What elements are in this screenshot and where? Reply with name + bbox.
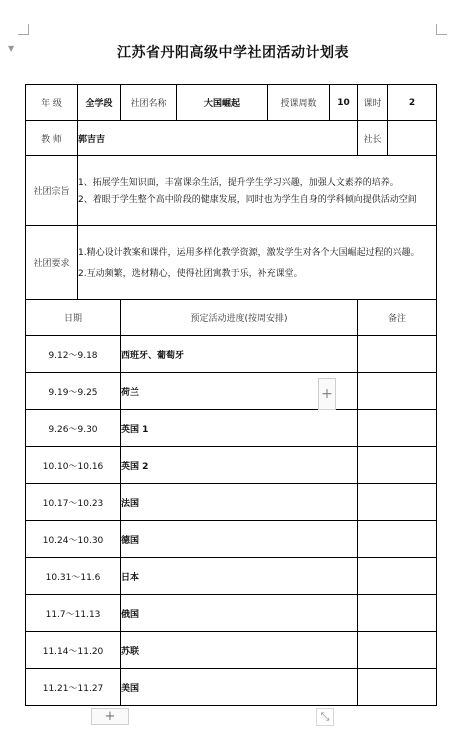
schedule-activity[interactable]: 俄国 — [121, 595, 358, 632]
plus-icon: + — [321, 386, 333, 402]
plus-icon: + — [104, 709, 116, 724]
caret-down-icon[interactable]: ▼ — [8, 44, 15, 53]
teacher-value[interactable]: 郭吉吉 — [78, 121, 358, 156]
president-value[interactable] — [388, 121, 437, 156]
purpose-row — [26, 156, 437, 226]
president-label: 社长 — [358, 121, 388, 156]
schedule-note[interactable] — [358, 632, 437, 669]
table-row — [26, 373, 437, 410]
schedule-note[interactable] — [358, 484, 437, 521]
grade-value[interactable]: 全学段 — [78, 85, 121, 121]
table-row — [26, 447, 437, 484]
schedule-note[interactable] — [358, 336, 437, 373]
add-row-button[interactable] — [91, 708, 129, 725]
schedule-header-row — [26, 300, 437, 336]
schedule-note[interactable] — [358, 410, 437, 447]
schedule-date[interactable]: 11.21～11.27 — [26, 669, 121, 706]
table-row — [26, 410, 437, 447]
insert-column-button[interactable] — [318, 378, 336, 410]
page-title: 江苏省丹阳高级中学社团活动计划表 — [117, 45, 349, 61]
schedule-activity[interactable]: 英国 1 — [121, 410, 358, 447]
requirements-line: 1.精心设计教案和课件，运用多样化教学资源，激发学生对各个大国崛起过程的兴趣。 — [78, 248, 420, 258]
schedule-activity[interactable]: 法国 — [121, 484, 358, 521]
weeks-value[interactable]: 10 — [330, 85, 358, 121]
header-row-1 — [26, 85, 437, 121]
requirements-content[interactable] — [78, 226, 437, 300]
schedule-note[interactable] — [358, 447, 437, 484]
schedule-activity[interactable]: 英国 2 — [121, 447, 358, 484]
schedule-activity[interactable]: 荷兰 — [121, 373, 358, 410]
plan-table — [25, 84, 437, 706]
purpose-line: 2、着眼于学生整个高中阶段的健康发展，同时也为学生自身的学科倾向提供活动空间 — [78, 195, 417, 205]
schedule-date[interactable]: 9.19～9.25 — [26, 373, 121, 410]
purpose-label: 社团宗旨 — [26, 156, 78, 226]
table-row — [26, 595, 437, 632]
schedule-date[interactable]: 11.7～11.13 — [26, 595, 121, 632]
schedule-date[interactable]: 10.31～11.6 — [26, 558, 121, 595]
requirements-row — [26, 226, 437, 300]
schedule-activity[interactable]: 日本 — [121, 558, 358, 595]
schedule-date[interactable]: 11.14～11.20 — [26, 632, 121, 669]
resize-handle-icon[interactable]: ⤡ — [316, 708, 334, 726]
crop-mark-top-left — [18, 24, 29, 35]
club-name-label: 社团名称 — [121, 85, 177, 121]
table-row — [26, 336, 437, 373]
schedule-date[interactable]: 10.17～10.23 — [26, 484, 121, 521]
schedule-note[interactable] — [358, 521, 437, 558]
schedule-date[interactable]: 10.24～10.30 — [26, 521, 121, 558]
schedule-date[interactable]: 9.26～9.30 — [26, 410, 121, 447]
requirements-line: 2.互动频繁，选材精心，使得社团寓教于乐，补充课堂。 — [78, 269, 303, 279]
crop-mark-top-right — [436, 24, 447, 35]
table-row — [26, 521, 437, 558]
periods-value[interactable]: 2 — [388, 85, 437, 121]
schedule-note[interactable] — [358, 558, 437, 595]
purpose-line: 1、拓展学生知识面，丰富课余生活，提升学生学习兴趣，加强人文素养的培养。 — [78, 178, 399, 188]
requirements-label: 社团要求 — [26, 226, 78, 300]
schedule-activity[interactable]: 苏联 — [121, 632, 358, 669]
schedule-note[interactable] — [358, 669, 437, 706]
weeks-label: 授课周数 — [268, 85, 330, 121]
schedule-note[interactable] — [358, 373, 437, 410]
purpose-content[interactable] — [78, 156, 437, 226]
date-column-header: 日期 — [26, 300, 121, 336]
table-row — [26, 632, 437, 669]
teacher-label: 教 师 — [26, 121, 78, 156]
schedule-date[interactable]: 9.12～9.18 — [26, 336, 121, 373]
schedule-activity[interactable]: 美国 — [121, 669, 358, 706]
table-row — [26, 669, 437, 706]
plan-column-header: 预定活动进度(按周安排) — [121, 300, 358, 336]
schedule-activity[interactable]: 德国 — [121, 521, 358, 558]
note-column-header: 备注 — [358, 300, 437, 336]
header-row-2 — [26, 121, 437, 156]
schedule-note[interactable] — [358, 595, 437, 632]
table-row — [26, 558, 437, 595]
schedule-activity[interactable]: 西班牙、葡萄牙 — [121, 336, 358, 373]
periods-label: 课时 — [358, 85, 388, 121]
club-name-value[interactable]: 大国崛起 — [177, 85, 268, 121]
grade-label: 年 级 — [26, 85, 78, 121]
table-row — [26, 484, 437, 521]
schedule-date[interactable]: 10.10～10.16 — [26, 447, 121, 484]
